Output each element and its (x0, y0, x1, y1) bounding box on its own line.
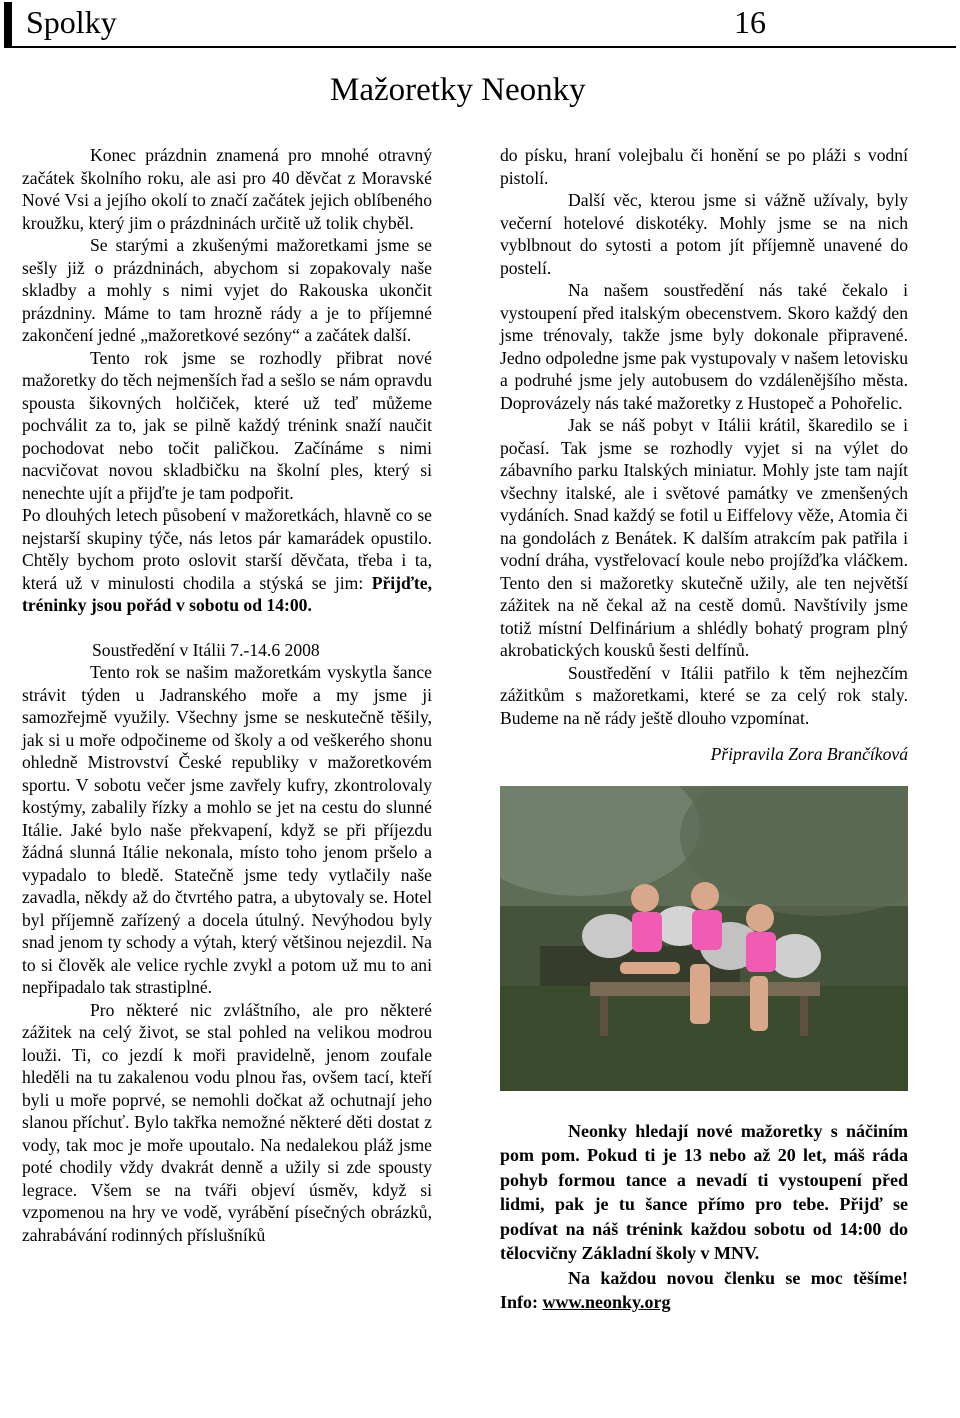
paragraph: Konec prázdnin znamená pro mnohé otravný začátek školního roku, ale asi pro 40 děvčat z Moravské Nové Vsi a jejího okolí to značí začátek jejich oblíbeného kroužku, který jim o prázdninách určitě už tolik chyběl. (22, 145, 432, 233)
photo-illustration (500, 786, 908, 1091)
page-header (4, 2, 956, 48)
left-column (22, 144, 432, 1246)
section-title: Spolky (26, 4, 117, 40)
paragraph: Soustředění v Itálii patřilo k těm nejhezčím zážitkům s mažoretkami, které se za celý rok staly. Budeme na ně rády ještě dlouho vzpomínat. (500, 662, 908, 728)
paragraph-text: Po dlouhých letech působení v mažoretkách, hlavně co se nejstarší skupiny týče, nás letos pár kamarádek opustilo. Chtěly bychom proto oslovit starší děvčata, třeba i ta, která už v minulosti chodila a stýská se jim: (22, 505, 432, 593)
paragraph (22, 504, 432, 617)
paragraph: Tento rok se našim mažoretkám vyskytla šance strávit týden u Jadranského moře a my jsme ji samozřejmě využily. Všechny jsme se neskutečně těšily, jak si u moře odpočineme od školy a od veškerého shonu ohledně Mistrovství České republiky v mažoretkovém sportu. V sobotu večer jsme zavřely kufry, zkontrolovaly kostýmy, zabalily řízky a mohlo se jet na cestu do slunné Itálie. Jaké bylo naše překvapení, když se při příjezdu žádná slunná Itálie nekonala, místo toho jenom pršelo a vypadalo to bledě. Statečně jsme tedy vytlačily naše zavadla, někdy až do čtvrtého patra, a ubytovaly se. Hotel byl příjemně zařízený a docela útulný. Nevýhodou byly snad jenom ty schody a výtah, který většinou nejezdil. Na to si člověk ale velice rychle zvykl a potom už mu to ani nepřipadalo tak strastiplné. (22, 662, 432, 997)
paragraph: Na našem soustředění nás také čekalo i vystoupení před italským obecenstvem. Skoro každý den jsme trénovaly, takže jsme byly dokonale připravené. Jedno odpoledne jsme pak vystupovaly v našem letovisku a podruhé jsme jely autobusem do vzdálenějšího města. Doprovázely nás také mažoretky z Hustopeč a Pohořelic. (500, 280, 909, 413)
training-highlight: Přijďte, tréninky jsou pořád v sobotu od 14:00. (22, 572, 432, 615)
paragraph: Pro některé nic zvláštního, ale pro některé zážitek na celý život, se stal pohled na velikou modrou louži. Ti, co jezdí k moři pravidelně, jenom zoufale hleděli na tu zakalenou vodu plnou řas, ovšem tací, kteří byli u moře poprvé, se nemohli dočkat až ochutnají jeho slanou příchuť. Bylo takřka nemožné některé děti dostat z vody, tak moc je moře upoutalo. Na nedalekou pláž jsme poté chodily vždy dvakrát denně a užily si zde spousty legrace. Všem se na tváři objeví úsměv, když si vzpomenou na hry ve vodě, vyrábění písečných obrázků, zahrabávání rodinných příslušníků (22, 999, 432, 1245)
paragraph: Další věc, kterou jsme si vážně užívaly, byly večerní hotelové diskotéky. Mohly jsme se na nich vyblbnout do sytosti a potom jít příjemně unavené do postelí. (500, 190, 908, 278)
paragraph: Se starými a zkušenými mažoretkami jsme se sešly již o prázdninách, abychom si zopakovaly naše skladby a mohly s nimi vyjet do Rakouska ukončit prázdniny. Máme to tam hrozně rády a je to příjemné zakončení jedné „mažoretkové sezóny“ a začátek další. (22, 235, 432, 345)
paragraph: Tento rok jsme se rozhodly přibrat nové mažoretky do těch nejmenších řad a sešlo se nám opravdu spousta šikovných holčiček, které už teď můžeme pochválit za to, jak se pilně každý trénink snaží naučit pochodovat nebo točit paličkou. Začínáme s nimi nacvičovat novou skladbičku na školní ples, který si nenechte ujít a přijďte je tam podpořit. (22, 347, 432, 503)
article-title: Mažoretky Neonky (330, 72, 586, 108)
author-signature: Připravila Zora Brančíková (710, 744, 908, 764)
right-column (500, 144, 908, 1315)
recruitment-text: Neonky hledají nové mažoretky s náčiním pom pom. Pokud ti je 13 nebo až 20 let, máš ráda pohyb formou tance a nevadí ti vystoupení před lidmi, pak je tu šance přímo pro tebe. Přijď se podívat na náš trénink každou sobotu od 14:00 do tělocvičny Základní školy v MNV. (500, 1120, 908, 1263)
majorettes-photo (500, 786, 908, 1091)
closing-text: Na každou novou členku se moc těšíme! Info: (500, 1267, 908, 1312)
paragraph: do písku, hraní volejbalu či honění se po pláži s vodní pistolí. (500, 145, 908, 188)
page-number: 16 (734, 4, 766, 40)
section-subheading: Soustředění v Itálii 7.-14.6 2008 (92, 639, 320, 660)
recruitment-closing (500, 1266, 908, 1315)
website-link[interactable]: www.neonky.org (542, 1292, 671, 1312)
paragraph: Jak se náš pobyt v Itálii krátil, škaredilo se i počasí. Tak jsme se rozhodly vyjet si na výlet do zábavního parku Italských miniatur. Mohly jste tam najít všechny italské, ale i světové památky ve zmenšených vydáních. Snad každý se fotil u Eiffelovy věže, Atomia či na gondolách z Benátek. K dalším atrakcím pak patřila i vodní dráha, vystřelovací koule nebo projížďka vláčkem. Tento den si mažoretky skutečně užily, ale ten největší zážitek na ně čekal až na cestě domů. Navštívily jsme totiž místní Delfinárium a shlédly bohatý program plný akrobatických kousků šesti delfínů. (500, 415, 908, 660)
recruitment-notice (500, 1119, 908, 1315)
